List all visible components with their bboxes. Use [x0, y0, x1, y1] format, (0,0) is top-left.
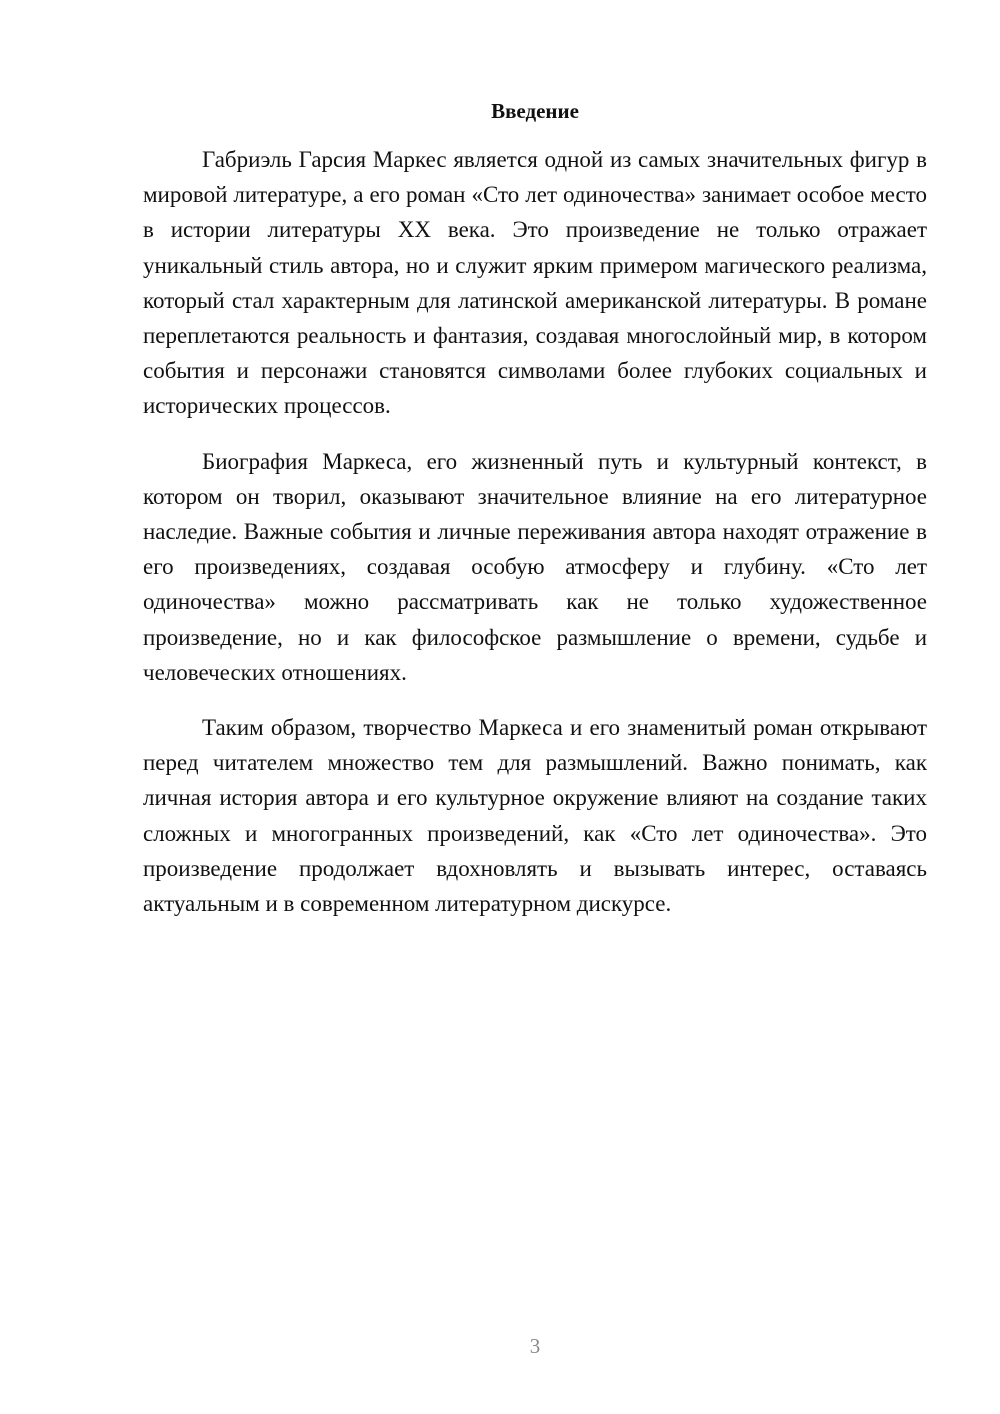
body-text [143, 142, 927, 941]
page-number: 3 [529, 1334, 541, 1358]
paragraph-2: Биография Маркеса, его жизненный путь и культурный контекст, в котором он творил, оказывают значительное влияние на его литературное наследие. Важные события и личные переживания автора находят отражение в его произведениях, создавая особую атмосферу и глубину. «Сто лет одиночества» можно рассматривать как не только художественное произведение, но и как философское размышление о времени, судьбе и человеческих отношениях. [143, 448, 927, 685]
paragraph-3: Таким образом, творчество Маркеса и его знаменитый роман открывают перед читателем множество тем для размышлений. Важно понимать, как личная история автора и его культурное окружение влияют на создание таких сложных и многогранных произведений, как «Сто лет одиночества». Это произведение продолжает вдохновлять и вызывать интерес, оставаясь актуальным и в современном литературном дискурсе. [143, 715, 927, 917]
paragraph-1: Габриэль Гарсия Маркес является одной из самых значительных фигур в мировой литературе, а его роман «Сто лет одиночества» занимает особое место в истории литературы XX века. Это произведение не только отражает уникальный стиль автора, но и служит ярким примером магического реализма, который стал характерным для латинской американской литературы. В романе переплетаются реальность и фантазия, создавая многослойный мир, в котором события и персонажи становятся символами более глубоких социальных и исторических процессов. [143, 147, 927, 419]
section-title: Введение [491, 99, 579, 123]
